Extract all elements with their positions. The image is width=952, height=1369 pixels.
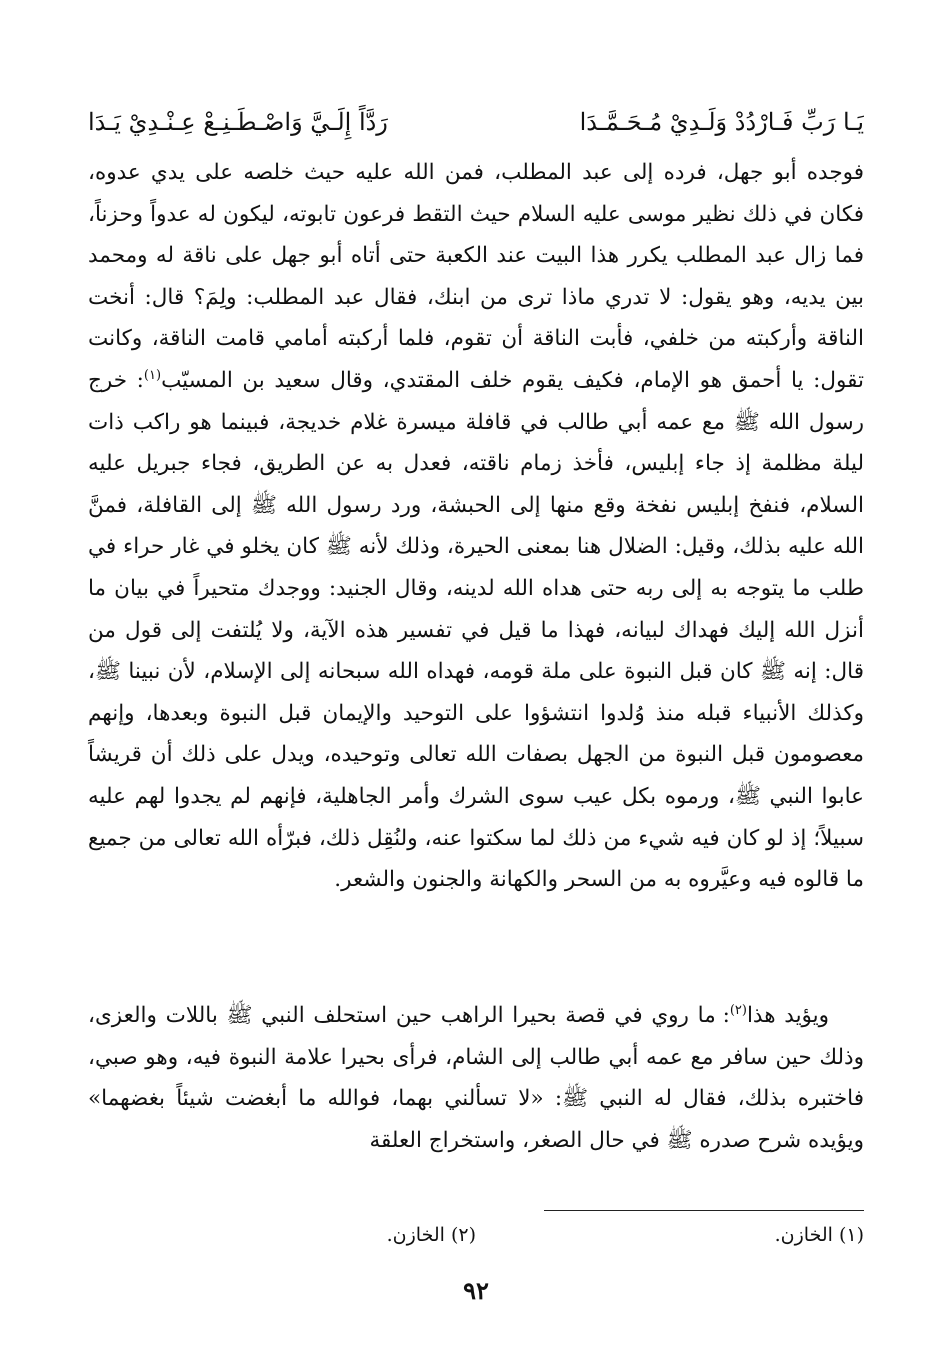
verse-first-hemistich: يَـا رَبِّ فَـارْدُدْ وَلَـدِيْ مُـحَـمَّـدَا bbox=[579, 108, 864, 136]
footnote-marker-1: (١) bbox=[143, 367, 162, 383]
footnotes bbox=[88, 1224, 864, 1246]
footnote-2: (٢) الخازن. bbox=[386, 1224, 476, 1246]
body-paragraph-2 bbox=[88, 995, 864, 1161]
body-paragraph-1 bbox=[88, 152, 864, 901]
verse-second-hemistich: رَدَّاً إِلَـيَّ وَاصْـطَـنِـعْ عِـنْـدِيْ يَـدَا bbox=[88, 108, 388, 136]
paragraph-1-text-b: : خرج رسول الله ﷺ مع عمه أبي طالب في قافلة ميسرة غلام خديجة، فبينما هو راكب ذات ليلة مظلمة إذ جاء إبليس، فأخذ زمام ناقته، فعدل به عن الطريق، فجاء جبريل عليه السلام، فنفخ إبليس نفخة وقع منها إلى الحبشة، ورد رسول الله ﷺ إلى القافلة، فمنَّ الله عليه بذلك، وقيل: الضلال هنا بمعنى الحيرة، وذلك لأنه ﷺ كان يخلو في غار حراء في طلب ما يتوجه به إلى ربه حتى هداه الله لدينه، وقال الجنيد: ووجدك متحيراً في بيان ما أنزل الله إليك فهداك لبيانه، فهذا ما قيل في تفسير هذه الآية، ولا يُلتفت إلى قول من قال: إنه ﷺ كان قبل النبوة على ملة قومه، فهداه الله سبحانه إلى الإسلام، لأن نبينا ﷺ، وكذلك الأنبياء قبله منذ وُلدوا انتشؤوا على التوحيد والإيمان قبل النبوة وبعدها، وإنهم معصومون قبل النبوة من الجهل بصفات الله تعالى وتوحيده، ويدل على ذلك أن قريشاً عابوا النبي ﷺ، ورموه بكل عيب سوى الشرك وأمر الجاهلية، فإنهم لم يجدوا لهم عليه سبيلاً؛ إذ لو كان فيه شيء من ذلك لما سكتوا عنه، ولنُقِل ذلك، فبرّأه الله تعالى من جميع ما قالوه فيه وعيَّروه به من السحر والكهانة والجنون والشعر. bbox=[88, 367, 864, 893]
footnote-1: (١) الخازن. bbox=[774, 1224, 864, 1246]
paragraph-2-text-a: ويؤيد هذا bbox=[746, 1003, 830, 1028]
paragraph-2-text-b: : ما روي في قصة بحيرا الراهب حين استحلف النبي ﷺ باللات والعزى، وذلك حين سافر مع عمه أبي طالب إلى الشام، فرأى بحيرا علامة النبوة فيه، وهو صبي، فاختبره بذلك، فقال له النبي ﷺ: «لا تسألني بهما، فوالله ما أبغضت شيئاً بغضهما» ويؤيده شرح صدره ﷺ في حال الصغر، واستخراج العلقة bbox=[88, 1003, 864, 1153]
footnote-separator bbox=[544, 1210, 864, 1211]
poem-verse bbox=[88, 102, 864, 142]
paragraph-1-text-a: فوجده أبو جهل، فرده إلى عبد المطلب، فمن الله عليه حيث خلصه على يدي عدوه، فكان في ذلك نظير موسى عليه السلام حيث التقط فرعون تابوته، ليكون له عدواً وحزناً، فما زال عبد المطلب يكرر هذا البيت عند الكعبة حتى أتاه أبو جهل على ناقة له ومحمد بين يديه، وهو يقول: لا تدري ماذا ترى من ابنك، فقال عبد المطلب: ولِمَ؟ قال: أنخت الناقة وأركبته من خلفي، فأبت الناقة أن تقوم، فلما أركبته أمامي قامت الناقة، وكانت تقول: يا أحمق هو الإمام، فكيف يقوم خلف المقتدي، وقال سعيد بن المسيّب bbox=[88, 160, 864, 393]
footnote-marker-2: (٢) bbox=[729, 1002, 747, 1018]
page-number: ٩٢ bbox=[463, 1276, 489, 1305]
